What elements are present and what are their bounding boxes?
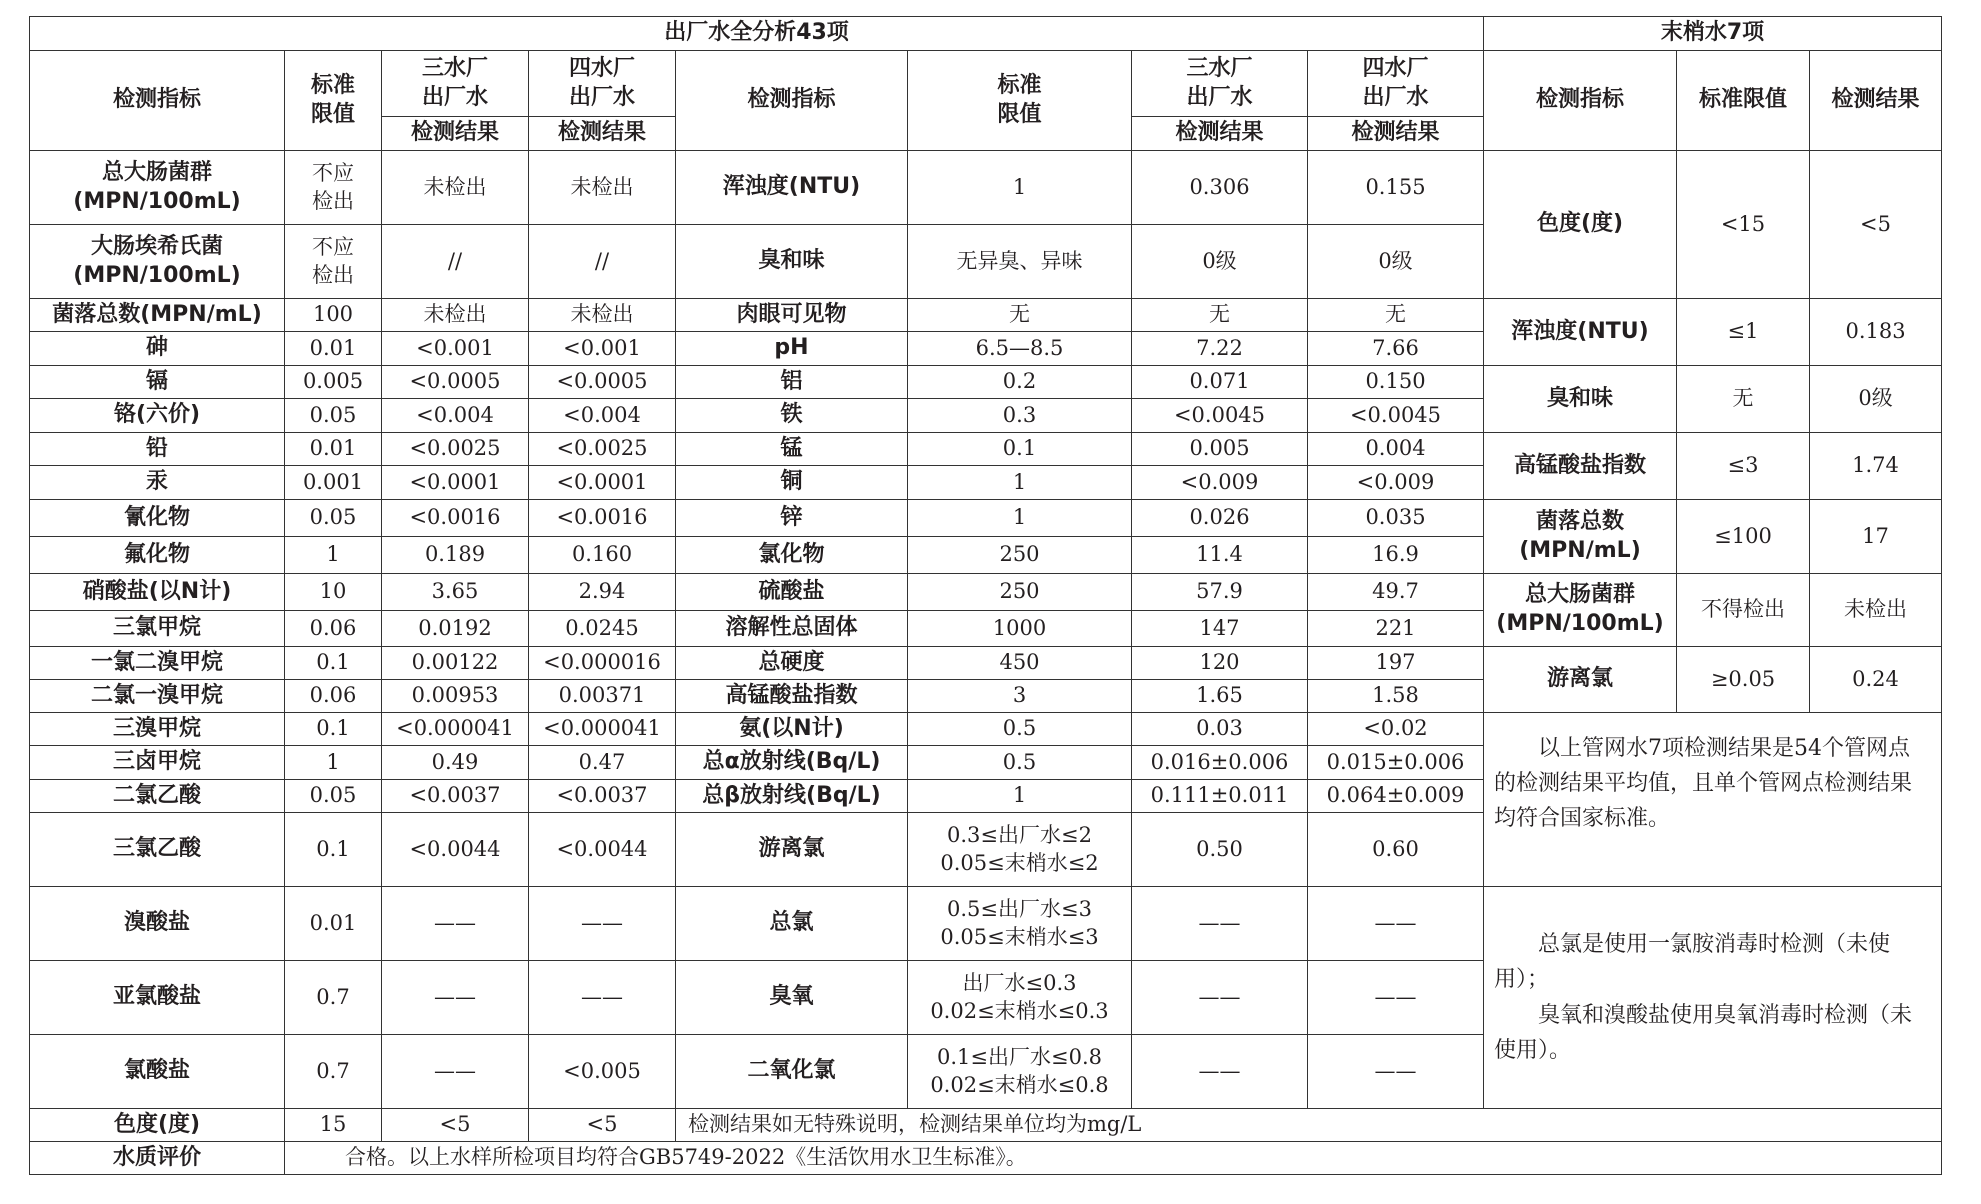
plant4-result: 0.155 (1308, 151, 1484, 225)
indicator-name: 硫酸盐 (676, 574, 908, 611)
plant4-result: 未检出 (529, 151, 676, 225)
plant4-result: 0.47 (529, 746, 676, 780)
plant4-result: 7.66 (1308, 332, 1484, 366)
plant3-result: 147 (1132, 611, 1308, 647)
evaluation-text: 合格。以上水样所检项目均符合GB5749-2022《生活饮用水卫生标准》。 (285, 1142, 1942, 1175)
plant4-result: 0.00371 (529, 680, 676, 713)
plant4-result: <0.005 (529, 1035, 676, 1109)
plant4-result: 221 (1308, 611, 1484, 647)
plant3-result: <5 (382, 1109, 529, 1142)
indicator-name: 三氯甲烷 (30, 611, 285, 647)
standard-limit: 0.5 (908, 746, 1132, 780)
standard-limit: 1000 (908, 611, 1132, 647)
indicator-name: 溶解性总固体 (676, 611, 908, 647)
indicator-name: 铝 (676, 366, 908, 399)
indicator-name: 锰 (676, 433, 908, 466)
indicator-header: 检测指标 (30, 51, 285, 151)
standard-limit: 1 (908, 466, 1132, 500)
indicator-name: 总β放射线(Bq/L) (676, 780, 908, 813)
indicator-name: 亚氯酸盐 (30, 961, 285, 1035)
unit-note: 检测结果如无特殊说明，检测结果单位均为mg/L (676, 1109, 1942, 1142)
evaluation-row (30, 1142, 1942, 1175)
indicator-name: 菌落总数(MPN/mL) (30, 299, 285, 332)
standard-limit: 0.3≤出厂水≤2 0.05≤末梢水≤2 (908, 813, 1132, 887)
plant3-result: 0.00122 (382, 647, 529, 680)
plant3-result: 0.306 (1132, 151, 1308, 225)
indicator-name: 总α放射线(Bq/L) (676, 746, 908, 780)
plant4-result: 197 (1308, 647, 1484, 680)
plant3-result: 未检出 (382, 299, 529, 332)
plant3-result: <0.001 (382, 332, 529, 366)
plant3-result: <0.0044 (382, 813, 529, 887)
standard-limit: 0.001 (285, 466, 382, 500)
plant4-result: 0.150 (1308, 366, 1484, 399)
plant3-result: 0.49 (382, 746, 529, 780)
plant4-result: —— (1308, 961, 1484, 1035)
plant4-result: <0.000016 (529, 647, 676, 680)
limit-header: 标准 限值 (285, 51, 382, 151)
plant3-result: <0.0025 (382, 433, 529, 466)
table-row (30, 887, 1942, 961)
indicator-header-2: 检测指标 (676, 51, 908, 151)
standard-limit: 0.01 (285, 433, 382, 466)
indicator-name: 镉 (30, 366, 285, 399)
plant3-result: 0.0192 (382, 611, 529, 647)
standard-limit: 0.7 (285, 1035, 382, 1109)
indicator-name: 氨(以N计) (676, 713, 908, 746)
plant4-result: <0.009 (1308, 466, 1484, 500)
indicator-name: 硝酸盐(以N计) (30, 574, 285, 611)
side-indicator-name: 游离氯 (1484, 647, 1677, 713)
standard-limit: 0.7 (285, 961, 382, 1035)
plant3-result: 未检出 (382, 151, 529, 225)
plant4-result: <0.0044 (529, 813, 676, 887)
side-result-header: 检测结果 (1810, 51, 1942, 151)
indicator-name: 高锰酸盐指数 (676, 680, 908, 713)
standard-limit: 1 (908, 780, 1132, 813)
plant4-result: 16.9 (1308, 537, 1484, 574)
plant4-result: <0.0001 (529, 466, 676, 500)
plant3-result: 0.111±0.011 (1132, 780, 1308, 813)
plant3-result: 0.005 (1132, 433, 1308, 466)
standard-limit: 无 (908, 299, 1132, 332)
side-limit: 无 (1677, 366, 1810, 433)
standard-limit: 250 (908, 537, 1132, 574)
plant3-result: —— (382, 961, 529, 1035)
plant4-result: —— (529, 887, 676, 961)
standard-limit: 0.01 (285, 887, 382, 961)
indicator-name: 二氯乙酸 (30, 780, 285, 813)
table-row (30, 574, 1942, 611)
indicator-name: 汞 (30, 466, 285, 500)
indicator-name: 铅 (30, 433, 285, 466)
plant3-result: 无 (1132, 299, 1308, 332)
plant3-result: 0.026 (1132, 500, 1308, 537)
standard-limit: 100 (285, 299, 382, 332)
table-row (30, 713, 1942, 746)
standard-limit: 1 (908, 500, 1132, 537)
indicator-name: 三氯乙酸 (30, 813, 285, 887)
standard-limit: 6.5—8.5 (908, 332, 1132, 366)
plant3-result: —— (1132, 1035, 1308, 1109)
standard-limit: 0.05 (285, 399, 382, 433)
plant3-result: 57.9 (1132, 574, 1308, 611)
table-row (30, 151, 1942, 225)
plant4-result: 0.60 (1308, 813, 1484, 887)
indicator-name: 一氯二溴甲烷 (30, 647, 285, 680)
table-row (30, 500, 1942, 537)
indicator-name: 臭和味 (676, 225, 908, 299)
plant4-result: 0.064±0.009 (1308, 780, 1484, 813)
plant3-result: 0.03 (1132, 713, 1308, 746)
standard-limit: 0.1 (285, 713, 382, 746)
plant4-result: <0.0025 (529, 433, 676, 466)
indicator-name: 总大肠菌群 (MPN/100mL) (30, 151, 285, 225)
side-result: 未检出 (1810, 574, 1942, 647)
indicator-name: 溴酸盐 (30, 887, 285, 961)
plant3-result: 0.50 (1132, 813, 1308, 887)
standard-limit: 0.05 (285, 500, 382, 537)
main-section-title: 出厂水全分析43项 (30, 17, 1484, 51)
evaluation-label: 水质评价 (30, 1142, 285, 1175)
standard-limit: 0.5≤出厂水≤3 0.05≤末梢水≤3 (908, 887, 1132, 961)
plant4-result: <0.0037 (529, 780, 676, 813)
disinfection-note: 总氯是使用一氯胺消毒时检测（未使用）； 臭氧和溴酸盐使用臭氧消毒时检测（未使用）。 (1484, 887, 1942, 1109)
water-quality-report (29, 16, 1941, 1184)
plant3-result: —— (1132, 887, 1308, 961)
side-limit: <15 (1677, 151, 1810, 299)
result-header: 检测结果 (1132, 117, 1308, 151)
indicator-name: 总氯 (676, 887, 908, 961)
plant4-header-2: 四水厂 出厂水 (1308, 51, 1484, 117)
plant3-result: 0级 (1132, 225, 1308, 299)
plant4-result: 0.015±0.006 (1308, 746, 1484, 780)
plant4-header: 四水厂 出厂水 (529, 51, 676, 117)
side-limit: ≤3 (1677, 433, 1810, 500)
standard-limit: 450 (908, 647, 1132, 680)
standard-limit: 10 (285, 574, 382, 611)
plant3-result: 11.4 (1132, 537, 1308, 574)
indicator-name: pH (676, 332, 908, 366)
standard-limit: 250 (908, 574, 1132, 611)
plant3-result: 7.22 (1132, 332, 1308, 366)
network-note: 以上管网水7项检测结果是54个管网点的检测结果平均值，且单个管网点检测结果均符合国家标准。 (1484, 713, 1942, 887)
plant4-result: 0级 (1308, 225, 1484, 299)
standard-limit: 0.01 (285, 332, 382, 366)
plant4-result: 2.94 (529, 574, 676, 611)
table-row (30, 647, 1942, 680)
side-indicator-name: 菌落总数 (MPN/mL) (1484, 500, 1677, 574)
side-limit: ≥0.05 (1677, 647, 1810, 713)
plant4-result: <0.000041 (529, 713, 676, 746)
side-indicator-name: 色度(度) (1484, 151, 1677, 299)
side-indicator-name: 浑浊度(NTU) (1484, 299, 1677, 366)
standard-limit: 0.1 (285, 813, 382, 887)
standard-limit: 0.1 (285, 647, 382, 680)
standard-limit: 出厂水≤0.3 0.02≤末梢水≤0.3 (908, 961, 1132, 1035)
side-indicator-name: 总大肠菌群 (MPN/100mL) (1484, 574, 1677, 647)
plant4-result: <5 (529, 1109, 676, 1142)
side-indicator-name: 高锰酸盐指数 (1484, 433, 1677, 500)
plant4-result: // (529, 225, 676, 299)
indicator-name: 氯化物 (676, 537, 908, 574)
plant3-result: —— (1132, 961, 1308, 1035)
standard-limit: 不应 检出 (285, 151, 382, 225)
plant3-result: // (382, 225, 529, 299)
plant4-result: 0.160 (529, 537, 676, 574)
side-limit: ≤1 (1677, 299, 1810, 366)
standard-limit: 0.2 (908, 366, 1132, 399)
standard-limit: 0.06 (285, 611, 382, 647)
side-result: 17 (1810, 500, 1942, 574)
indicator-name: 浑浊度(NTU) (676, 151, 908, 225)
indicator-name: 臭氧 (676, 961, 908, 1035)
side-indicator-header: 检测指标 (1484, 51, 1677, 151)
plant4-result: 0.035 (1308, 500, 1484, 537)
result-header: 检测结果 (382, 117, 529, 151)
plant3-result: 3.65 (382, 574, 529, 611)
indicator-name: 铜 (676, 466, 908, 500)
plant3-result: 0.00953 (382, 680, 529, 713)
limit-header-2: 标准 限值 (908, 51, 1132, 151)
result-header: 检测结果 (1308, 117, 1484, 151)
plant3-result: —— (382, 1035, 529, 1109)
indicator-name: 铁 (676, 399, 908, 433)
side-result: 0.183 (1810, 299, 1942, 366)
plant4-result: <0.0016 (529, 500, 676, 537)
plant3-result: <0.0045 (1132, 399, 1308, 433)
standard-limit: 0.3 (908, 399, 1132, 433)
side-result: 0.24 (1810, 647, 1942, 713)
standard-limit: 1 (285, 746, 382, 780)
indicator-name: 砷 (30, 332, 285, 366)
plant3-result: <0.009 (1132, 466, 1308, 500)
indicator-name: 二氯一溴甲烷 (30, 680, 285, 713)
standard-limit: 1 (285, 537, 382, 574)
side-indicator-name: 臭和味 (1484, 366, 1677, 433)
side-limit: 不得检出 (1677, 574, 1810, 647)
side-result: 1.74 (1810, 433, 1942, 500)
indicator-name: 总硬度 (676, 647, 908, 680)
side-result: 0级 (1810, 366, 1942, 433)
plant4-result: <0.001 (529, 332, 676, 366)
side-result: <5 (1810, 151, 1942, 299)
plant4-result: —— (1308, 887, 1484, 961)
indicator-name: 肉眼可见物 (676, 299, 908, 332)
indicator-name: 色度(度) (30, 1109, 285, 1142)
plant3-result: <0.0016 (382, 500, 529, 537)
plant3-result: 120 (1132, 647, 1308, 680)
plant3-result: —— (382, 887, 529, 961)
plant4-result: <0.0045 (1308, 399, 1484, 433)
indicator-name: 氟化物 (30, 537, 285, 574)
plant4-result: 0.004 (1308, 433, 1484, 466)
plant3-result: <0.0005 (382, 366, 529, 399)
plant3-result: 0.189 (382, 537, 529, 574)
side-limit: ≤100 (1677, 500, 1810, 574)
plant3-header: 三水厂 出厂水 (382, 51, 529, 117)
indicator-name: 氰化物 (30, 500, 285, 537)
table-row (30, 299, 1942, 332)
indicator-name: 氯酸盐 (30, 1035, 285, 1109)
indicator-name: 大肠埃希氏菌 (MPN/100mL) (30, 225, 285, 299)
standard-limit: 0.05 (285, 780, 382, 813)
standard-limit: 3 (908, 680, 1132, 713)
plant4-result: <0.004 (529, 399, 676, 433)
side-limit-header: 标准限值 (1677, 51, 1810, 151)
standard-limit: 不应 检出 (285, 225, 382, 299)
plant4-result: 49.7 (1308, 574, 1484, 611)
standard-limit: 15 (285, 1109, 382, 1142)
indicator-name: 二氧化氯 (676, 1035, 908, 1109)
plant3-result: <0.0037 (382, 780, 529, 813)
table-row (30, 433, 1942, 466)
plant4-result: 无 (1308, 299, 1484, 332)
standard-limit: 0.06 (285, 680, 382, 713)
plant4-result: —— (529, 961, 676, 1035)
indicator-name: 铬(六价) (30, 399, 285, 433)
plant4-result: —— (1308, 1035, 1484, 1109)
table-row (30, 1109, 1942, 1142)
plant3-result: 0.071 (1132, 366, 1308, 399)
plant4-result: 1.58 (1308, 680, 1484, 713)
side-section-title: 末梢水7项 (1484, 17, 1942, 51)
plant3-result: 1.65 (1132, 680, 1308, 713)
standard-limit: 0.1≤出厂水≤0.8 0.02≤末梢水≤0.8 (908, 1035, 1132, 1109)
indicator-name: 三卤甲烷 (30, 746, 285, 780)
plant3-result: <0.004 (382, 399, 529, 433)
table-row (30, 366, 1942, 399)
indicator-name: 三溴甲烷 (30, 713, 285, 746)
plant4-result: <0.02 (1308, 713, 1484, 746)
water-quality-table (29, 16, 1942, 1175)
standard-limit: 1 (908, 151, 1132, 225)
plant3-header-2: 三水厂 出厂水 (1132, 51, 1308, 117)
plant4-result: 未检出 (529, 299, 676, 332)
plant3-result: <0.0001 (382, 466, 529, 500)
plant3-result: 0.016±0.006 (1132, 746, 1308, 780)
plant4-result: 0.0245 (529, 611, 676, 647)
indicator-name: 锌 (676, 500, 908, 537)
indicator-name: 游离氯 (676, 813, 908, 887)
standard-limit: 0.005 (285, 366, 382, 399)
standard-limit: 0.5 (908, 713, 1132, 746)
standard-limit: 无异臭、异味 (908, 225, 1132, 299)
plant4-result: <0.0005 (529, 366, 676, 399)
plant3-result: <0.000041 (382, 713, 529, 746)
standard-limit: 0.1 (908, 433, 1132, 466)
result-header: 检测结果 (529, 117, 676, 151)
